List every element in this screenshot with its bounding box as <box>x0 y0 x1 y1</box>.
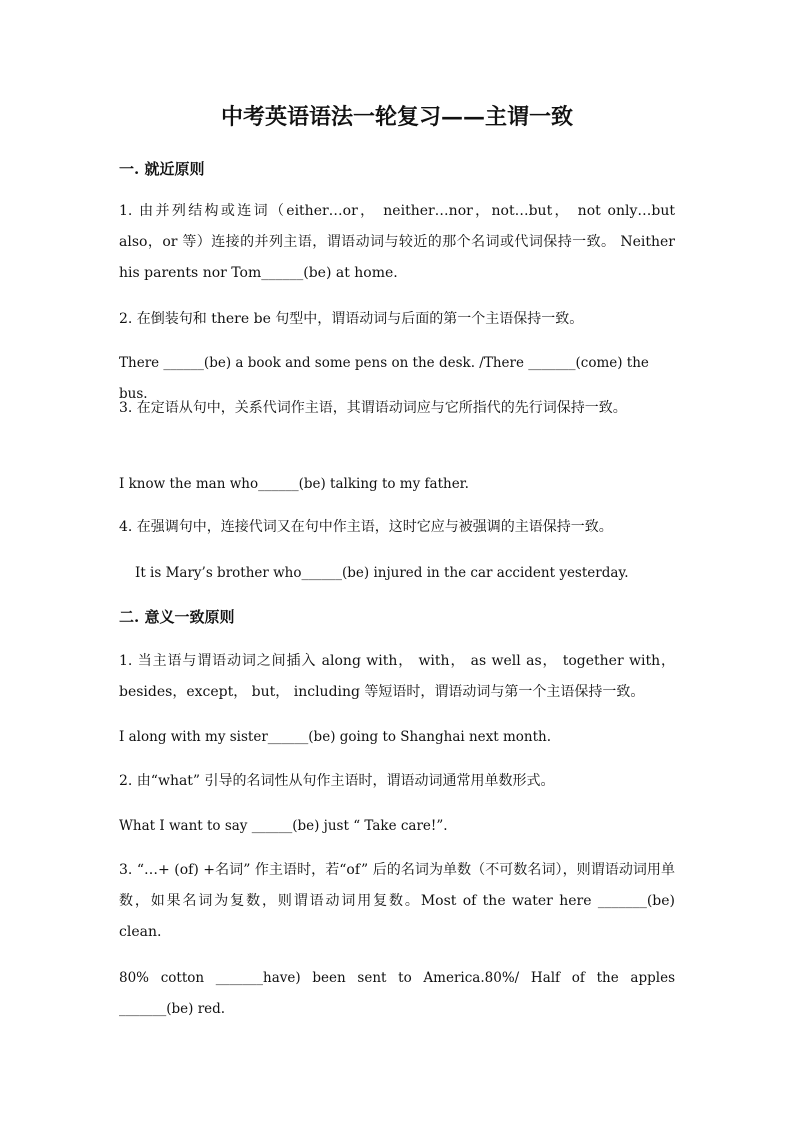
rule-example: What I want to say ______(be) just “ Take care!”. <box>119 818 448 834</box>
rule-text: 3. 在定语从句中，关系代词作主语，其谓语动词应与它所指代的先行词保持一致。 <box>119 400 627 416</box>
section-heading: 二. 意义一致原则 <box>119 608 235 626</box>
rule-example: 80% cotton _______have) been sent to America.80%/ Half of the apples _______(be) red. <box>119 970 675 1017</box>
rule-text: 1. 当主语与谓语动词之间插入 along with， with， as well as， together with，besides，except， but， including 等短语时，谓语动词与第一个主语保持一致。 <box>119 653 675 700</box>
rule-example: I along with my sister______(be) going to Shanghai next month. <box>119 729 552 745</box>
section-heading: 一. 就近原则 <box>119 160 205 178</box>
document-title: 中考英语语法一轮复习——主谓一致 <box>220 104 573 130</box>
rule-text: 2. 在倒装句和 there be 句型中，谓语动词与后面的第一个主语保持一致。 <box>119 311 584 327</box>
rule-example: There ______(be) a book and some pens on the desk. /There _______(come) the bus. <box>119 355 649 402</box>
rule-text: 2. 由“what” 引导的名词性从句作主语时，谓语动词通常用单数形式。 <box>119 773 555 789</box>
rule-example: It is Mary’s brother who______(be) injured in the car accident yesterday. <box>135 565 629 581</box>
rule-text: 1. 由并列结构或连词（either…or， neither…nor，not…but， not only…but also，or 等）连接的并列主语，谓语动词与较近的那个名词或代词保持一致。 Neither his parents nor Tom______(be) at home. <box>119 203 675 281</box>
rule-text: 4. 在强调句中，连接代词又在句中作主语，这时它应与被强调的主语保持一致。 <box>119 519 613 535</box>
rule-text: 3. “…+ (of) +名词” 作主语时，若“of” 后的名词为单数（不可数名词），则谓语动词用单数，如果名词为复数，则谓语动词用复数。Most of the water here _______(be) clean. <box>119 862 675 940</box>
rule-example: I know the man who______(be) talking to my father. <box>119 476 469 492</box>
